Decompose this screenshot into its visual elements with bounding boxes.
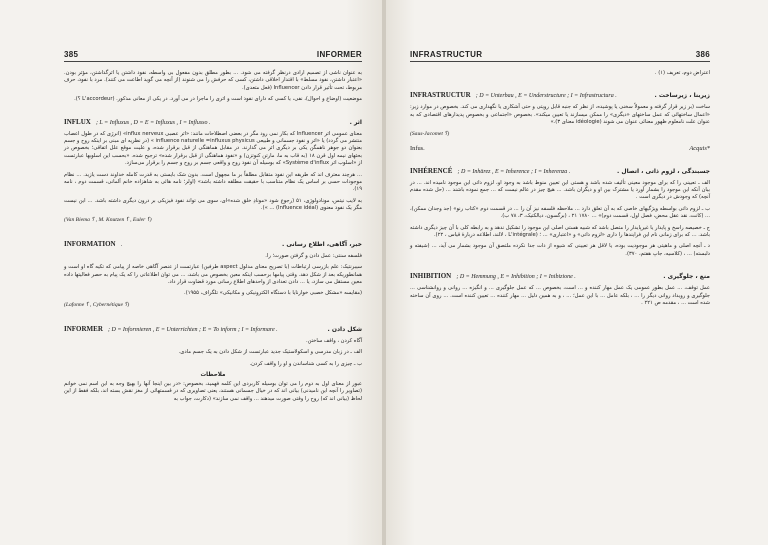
informer-paragraph-1: آگاه کردن ، واقف ساختن.: [305, 337, 362, 344]
entry-information-head: [64, 231, 362, 250]
entry-title-information: خبر، آگاهی، اطلاع رسانی .: [281, 240, 362, 248]
information-paragraph-1: فلسفه سنتی: عمل دادن و گرفتن صورت؛ را.: [265, 252, 362, 259]
right-page-running-head: INFRASTRUCTUR: [410, 50, 483, 59]
information-paragraph-2: سیبرنتیک: علم بازرسی ارتباطات (با تصریح معنای مدلول aspect طرفین) عبارتست از عنصر آگاهی خاصه از پیامی که تکیه گاه او است و همانطوریکه بعد از شکل دهد. وقتی پیامها برحسب اینکه معین بخصوص می باشد، ... می توان اطلاعاتی را که یک پیام به حصر فعالیتها داده معین مستقل می سازد، یا ... دادن تعدادی از واحدهای اطلاع رسانی مورد قضاوت قرار داد.: [64, 264, 362, 285]
entry-equivalents-influx: ; L = Influxus , D = E = Influxus , I = Influsso .: [95, 119, 211, 126]
see-also-infus-term: Infus.: [410, 144, 425, 152]
entry-equivalents-information: .: [120, 241, 123, 248]
information-references: (Lafonne ؟ , Cybernétique ؟): [64, 301, 130, 308]
entry-equivalents-inhibition: ; D = Hemmung , E = Inhibition ; I = Inibizione .: [456, 274, 576, 281]
inherence-paragraph-3: ج ـ خصیصه راسخ و پایدار یا غیرپایدار را متصل باشد که شبیه هستی اصلی این موجود را تشکیل ندهد و به رابطه کلی با آن چیز دیگری داشته باشد. ... که برای زمانی نام این فرایندها را داری «لزوم ذاتی» و «اعتباری» ... ؛ (L'intégrale ، لالند، اطلاعه دربارۀ قیاس ، ۲۲).: [410, 224, 710, 239]
intro-paragraph-2: موضعیت (اوضاع و احوال)، نفی، یا کسی که دارای نفوذ است و اثری را ماجرا در می آورد. در یکی از معانی مذکور. (L'accordeur ؟).: [74, 96, 362, 103]
influx-paragraph-2: ... هرچند معترف اند که طریقه این نفوذ متقابل مطلقاً بر ما مجهول است. بدون شک بایستی به قدرت کامله خداوند دست یازید. ... نظام موجودات حسی بر اساس یک نظام متناسب با حقیقت مطلقه داشته باشد» (اولر؛ نامه هائی به شاهزاده خانم آلمانی، قسمت دوم ، نامه ۱۹).: [64, 171, 362, 193]
book-gutter: [382, 0, 386, 545]
informer-notes-paragraph: عبور از معنای اول به دوم را می توان بوسیله کاربردی این کلمه فهمید، بخصوص: «در بین اینجا آنها را بهیچ وجه به این اسم نمی خوانم (تصاویر را آنچه این نامیدنی) بیانی اند که در خیال جسمانی هستند، یعنی تصاویری که در قسمتهائی از مغز نقش بسته اند، بلکه فقط از این لحاظ (بیانی اند که) روح را وقتی صورت میدهند ... واقف نمی سازند» (دکارت، جواب به: [64, 380, 362, 402]
informer-paragraph-3: ب ـ چیزی را به کسی شناساندن و او را واقف کردن.: [249, 360, 362, 367]
entry-equivalents-inherence: ; D = Inhärez , E = Inherence ; I = Inherenza .: [457, 168, 571, 175]
entry-term-information: INFORMATION: [64, 239, 116, 248]
entry-term-inherence: INHÉRENCÉ: [410, 166, 453, 175]
left-page-header: [64, 50, 362, 62]
inherence-paragraph-1: الف ـ تعیینی را که برای موجود معینی تألیف شده باشد و هستی این تعیین منوط باشد به وجود او، لزوم ذاتی این موجود نامیده اند. ... در بیان آنکه این موجود را بشمار آورد یا مشترک بین او و دیگران باشد. ... هیچ چیز در عالم نیست که ... جمع نموده باشند ... (حل شده مقدم آنچه) که وجودش در دیگری است .: [410, 179, 710, 201]
inhibition-paragraph-1: عمل توقف، ... عمل بطور عمومی یک عمل مهار کننده و ... است، بخصوص ... که عمل جلوگیری ... و انگیزه ... روانی و روانشناسی ... جلوگیری و رویداد روانی دیگر را ... ، بلکه عامل ... با این عمل؛ ... ، و به همین دلیل ... مهار کننده ... تعیین کننده است. ... روی آن ساخته شده است ... ، مقدمه ص ۲۲۱ .: [410, 285, 710, 307]
intro-paragraph-1: به عنوان ناشی از تصمیم ارادی درنظر گرفته می شود. ... بطور مطلق بدون مفعول بی واسطه، نفوذ داشتن یا اثرگذاشتن، مؤثر بودن. «اعتبار داشتن، نفوذ مسلط» با اقتدار اخلاقی داشتن، کسی که حرفش را می شنوند (از آنچه می گوید اطاعت می کنند). مرد با نفوذ، حرف مربوط، تحت تأثیر قرار دادن Influencer (فعل متعدی).: [64, 70, 362, 91]
informer-paragraph-2: الف ـ در زبان مدرسی و اسکولاستیک جدید عبارتست از شکل دادن به یک جسم مادی.: [178, 349, 362, 356]
inherence-paragraph-4: د ـ آنچه اصلی و ماهیتی هر موجودیت بوده، یا لاقل هر تعیینی که شیوه از ذات جدا نکرده ملتصق آن موجود بشمار می آید، ... (شیفته و دلبسته) ... ، (کلاسیه، جاپ هفتم، ۳۷۰).: [410, 243, 710, 257]
infrastructure-references: (Saus-Jacomet ؟): [410, 130, 450, 137]
entry-informer-head: [64, 316, 362, 335]
entry-inherence-head: [410, 158, 710, 177]
entry-inhibition-head: [410, 263, 710, 282]
entry-term-informer: INFORMER: [64, 324, 103, 333]
entry-equivalents-informer: ; D = Informieren , E = Unterrichten ; E = To inform ; I = Informare .: [107, 326, 278, 333]
entry-infrastructure-head: [410, 82, 710, 101]
infrastructure-paragraph-1: ساخت (بر زیر قرار گرفته و معمولاً سخنی یا پوشیده، از نظر که جنبه قابل رویتی و حتی آشکاری یا نگهداری می کند. بخصوص در موارد زیر: «اعمال ساختهائی که عمل ساختهای «دیگری» را ممکن میسازند یا تعیین میکند». بخصوص «اجتماعی و بخصوص پدیدارهای اقتصادی که به عنوان علت نامعلوم ظهور معنائی عنوان می شوند (idéologie معنای ۳).»: [410, 104, 710, 126]
see-also-infus-target: Acquis*: [689, 144, 710, 152]
entry-title-inherence: جسبندگی ، لزوم ذاتی ، اتصال .: [617, 167, 710, 175]
entry-term-inhibition: INHIBITION: [410, 272, 452, 281]
entry-equivalents-infrastructure: ; D = Unterbau , E = Understructure ; I = Infrastructura .: [475, 93, 617, 100]
inherence-paragraph-2: ب ـ لزوم ذاتی بواسطه ویژگیهای خاصی که به آن تعلق دارد ... ملاحظه فلسفه نیز آن را ... در قسمت دوم «کتاب رنو» (جد وجدان ممکن)، ... (کانت، نقد عقل محض، فصل اول، قسمت دوم)» ... ۱۷۸۰ ۲۱ ، (برگسون، دیالکتیک، ۳، ۷۸ ب).: [410, 205, 710, 220]
entry-title-informer: شکل دادن .: [327, 325, 362, 333]
informer-notes-title: ملاحظات: [200, 371, 226, 378]
influx-paragraph-3: به لایب نیتس، مونادولوژی، ۵۱ (رجوع شود «مونادِ خلق شده»ای، سوی می تواند نفوذ فیزیکی بر درون دیگری داشته باشد. ... این نیست مگر یک نفوذ معنوی (Influence idéal) ... »).: [64, 197, 363, 212]
entry-term-infrastructure: INFRASTRUCTUR: [410, 91, 471, 100]
influx-paragraph-1: معنای عمومی اثر Influencer که بکار نمی رود مگر در بعضی اصطلاحات مانند: «اثر عصبی influx nerveux» (انرژی که در طول اعصاب منتشر می گردد) یا «اثر و نفوذ جسمانی و طبیعی influence naturelle =influxus physicus » (در نظریه ای مبنی بر اینکه روح و جسم بعنوان دو جوهر ناهمگن یکی بر دیگری اثر می گذارند. در مقابل هماهنگی از قبل برقرار شده، و علیت موقع علل اتفاقی؛ بخصوص در بحثهای نیمه اول قرن ۱۸ (به قاب به ما، مارتن کنوتزن) و «نفوذ هماهنگی از قبل برقرار شده» ترجیح شده. «بحسب این اسلوبها عبارتست از «اسلوب اثر Système d'influx» که بوسیله آن نفوذ روح و واقعی جسم بر روح و جسم را برقرار می‌سازد.: [64, 130, 363, 167]
right-page-header: [410, 50, 710, 62]
information-paragraph-3: (مقایسه «مشکل خصبی خوارنایا با دستگاه الکترونیکی و مکانیکی» تلگراف، ۱۹۵۵).: [184, 290, 362, 297]
right-page-number: 386: [695, 50, 710, 59]
entry-title-inhibition: منع ، جلوگیری .: [663, 273, 710, 281]
influx-references: (Van Biema ؟ , M. Knutzen ؟ , Euler ؟): [64, 216, 152, 223]
right-page: [384, 0, 768, 545]
left-page-number: 385: [64, 50, 79, 59]
left-page-running-head: INFORMER: [316, 50, 362, 59]
entry-title-influx: اثر .: [349, 118, 362, 126]
see-also-infus: [410, 145, 710, 152]
entry-title-infrastructure: زیربنا ، زیرساخت .: [654, 92, 710, 100]
entry-term-influx: INFLUX: [64, 117, 91, 126]
right-intro-paragraph: اعتراض دوم، تعریف (۱) .: [654, 70, 710, 76]
entry-influx-head: [64, 109, 362, 128]
